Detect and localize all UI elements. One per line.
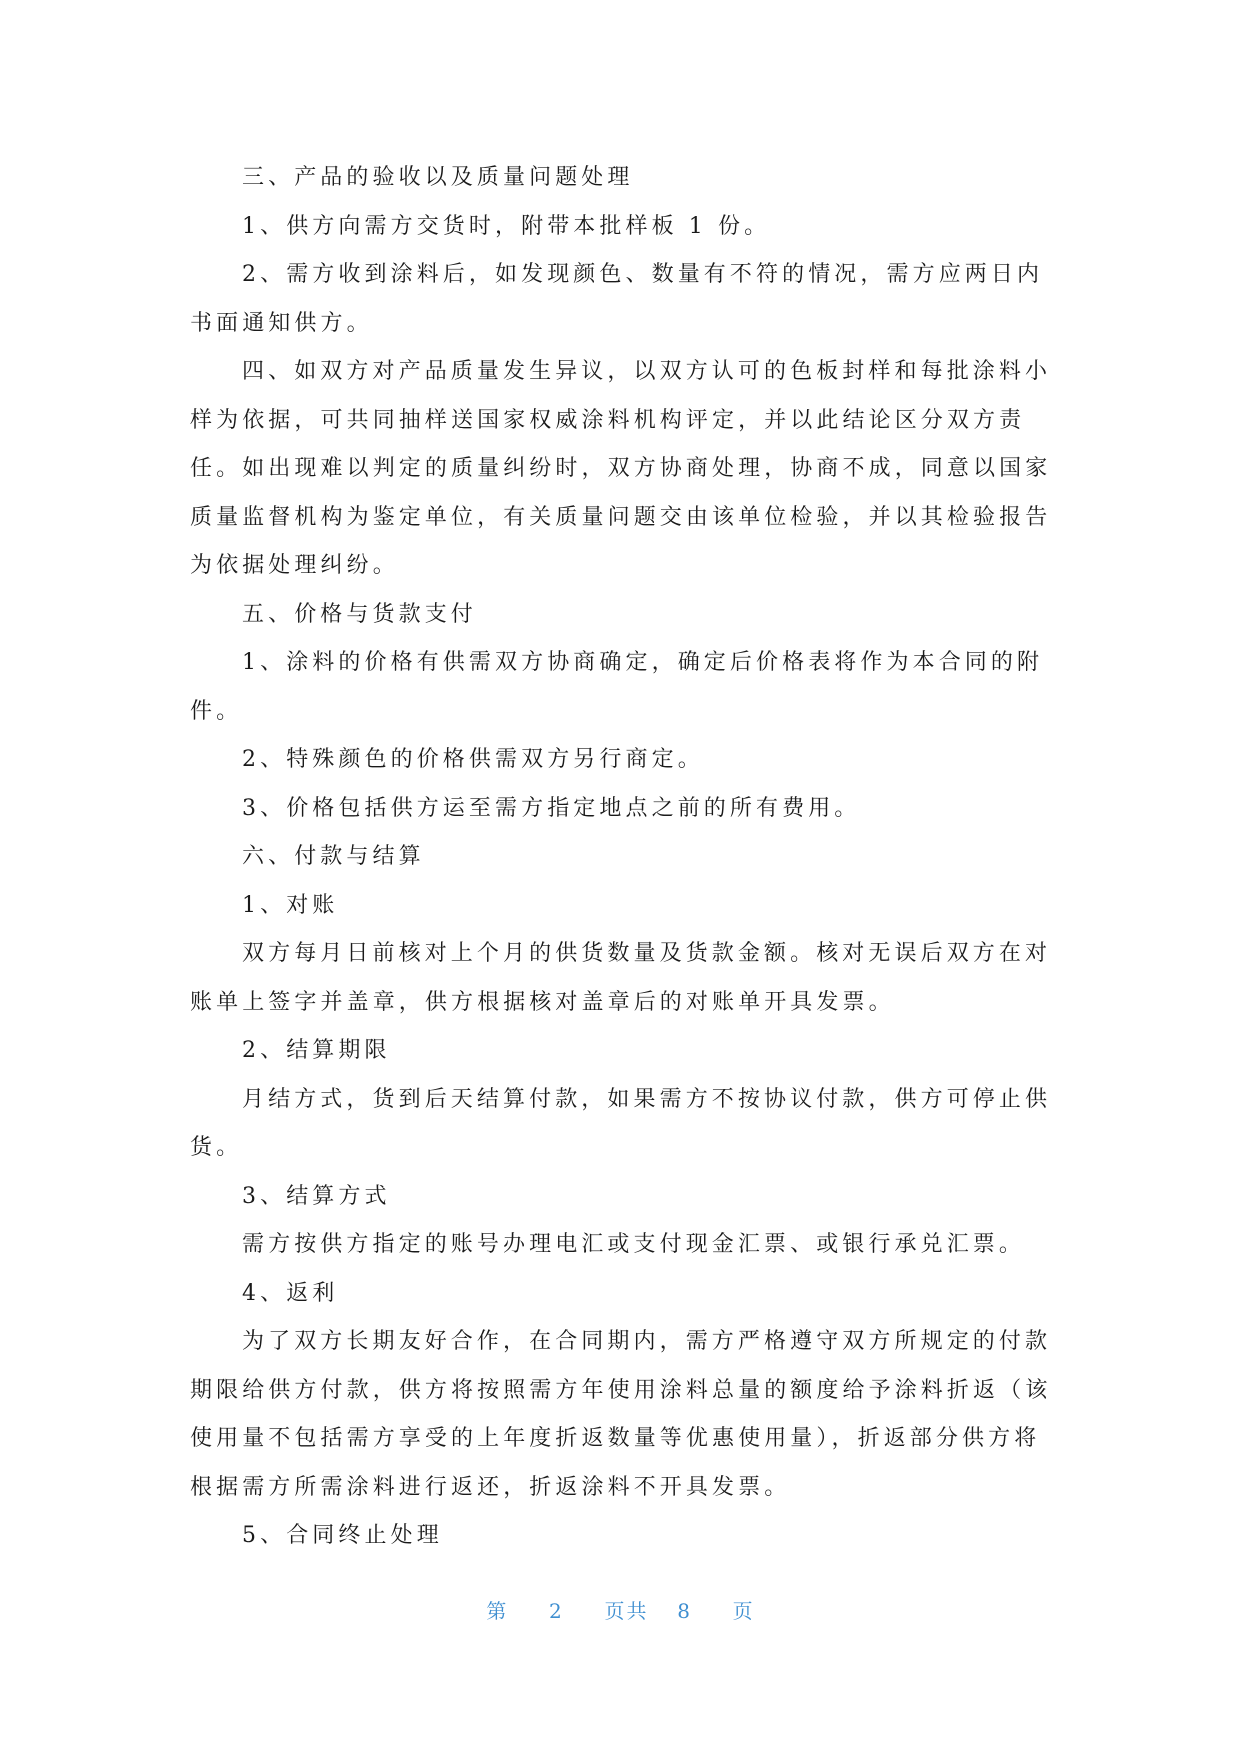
paragraph: 四、如双方对产品质量发生异议，以双方认可的色板封样和每批涂料小样为依据，可共同抽样送国家权威涂料机构评定，并以此结论区分双方责任。如出现难以判定的质量纠纷时，双方协商处理，协商不成，同意以国家质量监督机构为鉴定单位，有关质量问题交由该单位检验，并以其检验报告为依据处理纠纷。: [190, 359, 1052, 578]
paragraph: 1、供方向需方交货时，附带本批样板 1 份。: [242, 213, 771, 239]
total-page-count: 8: [677, 1599, 692, 1623]
paragraph: 4、返利: [242, 1280, 339, 1306]
paragraph: 3、价格包括供方运至需方指定地点之前的所有费用。: [242, 795, 861, 821]
paragraph: 为了双方长期友好合作，在合同期内，需方严格遵守双方所规定的付款期限给供方付款，供方将按照需方年使用涂料总量的额度给予涂料折返（该使用量不包括需方享受的上年度折返数量等优惠使用量），折返部分供方将根据需方所需涂料进行返还，折返涂料不开具发票。: [190, 1329, 1052, 1500]
footer-suffix: 页: [732, 1599, 755, 1623]
paragraph: 六、付款与结算: [242, 844, 425, 869]
paragraph: 五、价格与货款支付: [242, 601, 477, 627]
current-page-number: 2: [549, 1599, 564, 1623]
footer-prefix: 第: [486, 1599, 509, 1623]
paragraph: 需方按供方指定的账号办理电汇或支付现金汇票、或银行承兑汇票。: [242, 1232, 1026, 1257]
page-footer: [0, 1595, 1241, 1624]
paragraph: 3、结算方式: [242, 1183, 391, 1209]
paragraph: 2、特殊颜色的价格供需双方另行商定。: [242, 747, 704, 772]
footer-middle: 页共: [604, 1599, 649, 1623]
paragraph: 三、产品的验收以及质量问题处理: [242, 165, 634, 190]
document-body: [190, 154, 1052, 1561]
paragraph: 2、结算期限: [242, 1038, 391, 1063]
paragraph: 双方每月日前核对上个月的供货数量及货款金额。核对无误后双方在对账单上签字并盖章，供方根据核对盖章后的对账单开具发票。: [190, 941, 1052, 1015]
paragraph: 2、需方收到涂料后，如发现颜色、数量有不符的情况，需方应两日内书面通知供方。: [190, 262, 1044, 336]
paragraph: 1、涂料的价格有供需双方协商确定，确定后价格表将作为本合同的附件。: [190, 650, 1044, 724]
paragraph: 月结方式，货到后天结算付款，如果需方不按协议付款，供方可停止供货。: [190, 1086, 1052, 1160]
paragraph: 5、合同终止处理: [242, 1523, 443, 1548]
paragraph: 1、对账: [242, 892, 339, 918]
